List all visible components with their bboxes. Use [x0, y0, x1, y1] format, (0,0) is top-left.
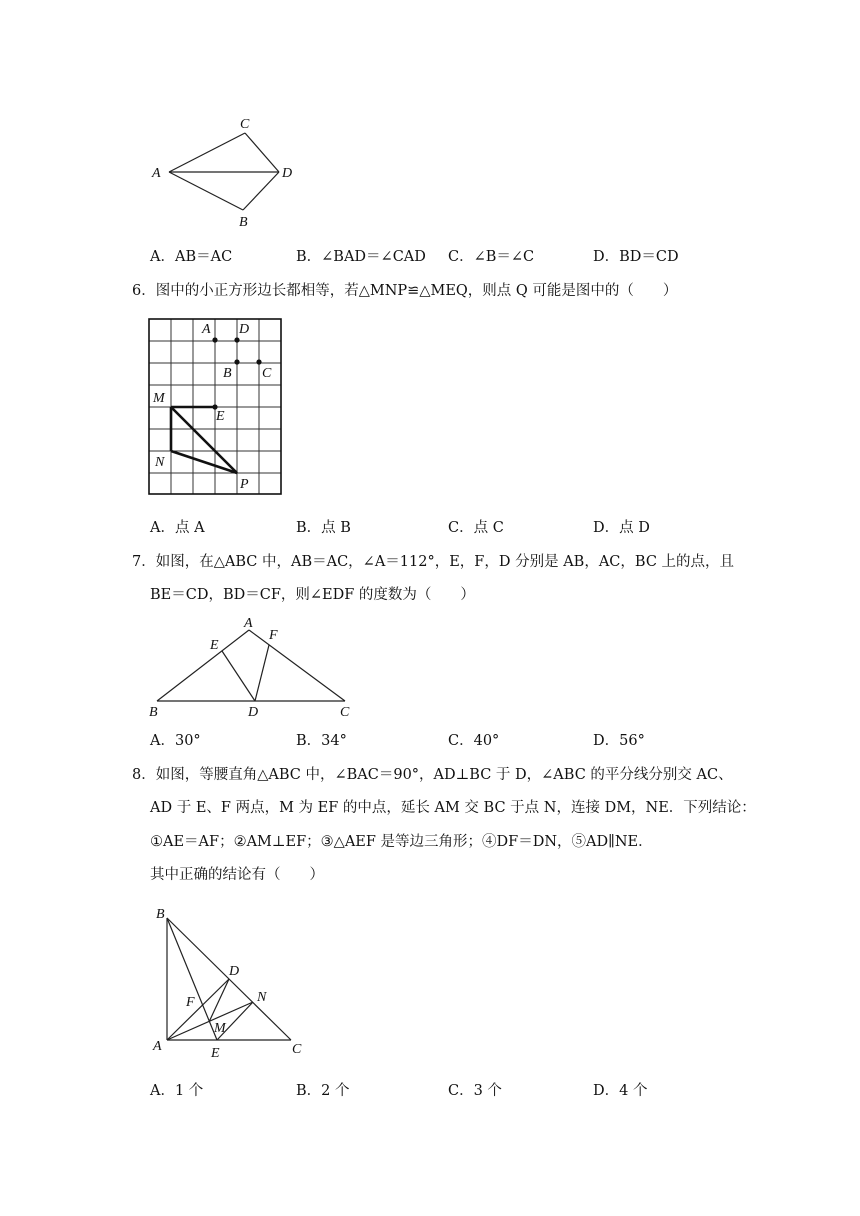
- q7-stem-line2: BE＝CD，BD＝CF，则∠EDF 的度数为（ ）: [150, 587, 475, 603]
- q8-label-m: M: [214, 1021, 226, 1036]
- q5-label-b: B: [239, 215, 248, 230]
- q6-option-a: A．点 A: [150, 520, 205, 536]
- q7-option-a: A．30°: [150, 733, 201, 749]
- q6-label-c: C: [262, 366, 272, 381]
- q7-option-c: C．40°: [448, 733, 500, 749]
- q8-option-a: A．1 个: [150, 1083, 204, 1099]
- q8-label-e: E: [211, 1046, 220, 1061]
- q7-option-b: B．34°: [296, 733, 347, 749]
- q6-label-p: P: [240, 477, 249, 492]
- q8-label-f: F: [186, 995, 195, 1010]
- q5-option-d: D．BD＝CD: [593, 249, 679, 265]
- q7-label-c: C: [340, 705, 350, 720]
- q8-option-d: D．4 个: [593, 1083, 648, 1099]
- q5-option-c: C．∠B＝∠C: [448, 249, 535, 265]
- q8-label-a: A: [153, 1039, 162, 1054]
- q6-label-b: B: [223, 366, 232, 381]
- q8-option-b: B．2 个: [296, 1083, 350, 1099]
- q8-label-c: C: [292, 1042, 302, 1057]
- q8-option-c: C．3 个: [448, 1083, 502, 1099]
- q8-stem-line2: AD 于 E、F 两点，M 为 EF 的中点，延长 AM 交 BC 于点 N，连接 DM，NE．下列结论：: [150, 800, 756, 816]
- q5-label-c: C: [240, 117, 250, 132]
- q8-stem-line4: 其中正确的结论有（ ）: [150, 867, 324, 883]
- q8-label-n: N: [257, 990, 267, 1005]
- q8-stem-line3: ①AE＝AF；②AM⊥EF；③△AEF 是等边三角形；④DF＝DN，⑤AD∥NE．: [150, 834, 653, 850]
- q7-option-d: D．56°: [593, 733, 645, 749]
- q7-label-b: B: [149, 705, 158, 720]
- q7-label-d: D: [248, 705, 259, 720]
- q6-label-d: D: [239, 322, 250, 337]
- q8-stem-line1: 8．如图，等腰直角△ABC 中，∠BAC＝90°，AD⊥BC 于 D，∠ABC 的平分线分别交 AC、: [132, 767, 733, 783]
- q6-option-d: D．点 D: [593, 520, 650, 536]
- q6-stem: 6．图中的小正方形边长都相等，若△MNP≌△MEQ，则点 Q 可能是图中的（ ）: [132, 283, 678, 299]
- q5-label-a: A: [152, 166, 161, 181]
- q5-option-a: A．AB＝AC: [150, 249, 233, 265]
- q8-label-d: D: [229, 964, 240, 979]
- q8-label-b: B: [156, 907, 165, 922]
- q6-label-m: M: [153, 391, 165, 406]
- q5-option-b: B．∠BAD＝∠CAD: [296, 249, 426, 265]
- q7-stem-line1: 7．如图，在△ABC 中，AB＝AC，∠A＝112°，E，F，D 分别是 AB，AC，BC 上的点，且: [132, 554, 735, 570]
- q5-label-d: D: [282, 166, 293, 181]
- q6-label-e: E: [216, 409, 225, 424]
- q6-option-b: B．点 B: [296, 520, 351, 536]
- q6-label-a: A: [202, 322, 211, 337]
- q7-label-f: F: [269, 628, 278, 643]
- q7-label-a: A: [244, 616, 253, 631]
- q6-label-n: N: [155, 455, 165, 470]
- q7-label-e: E: [210, 638, 219, 653]
- q6-option-c: C．点 C: [448, 520, 504, 536]
